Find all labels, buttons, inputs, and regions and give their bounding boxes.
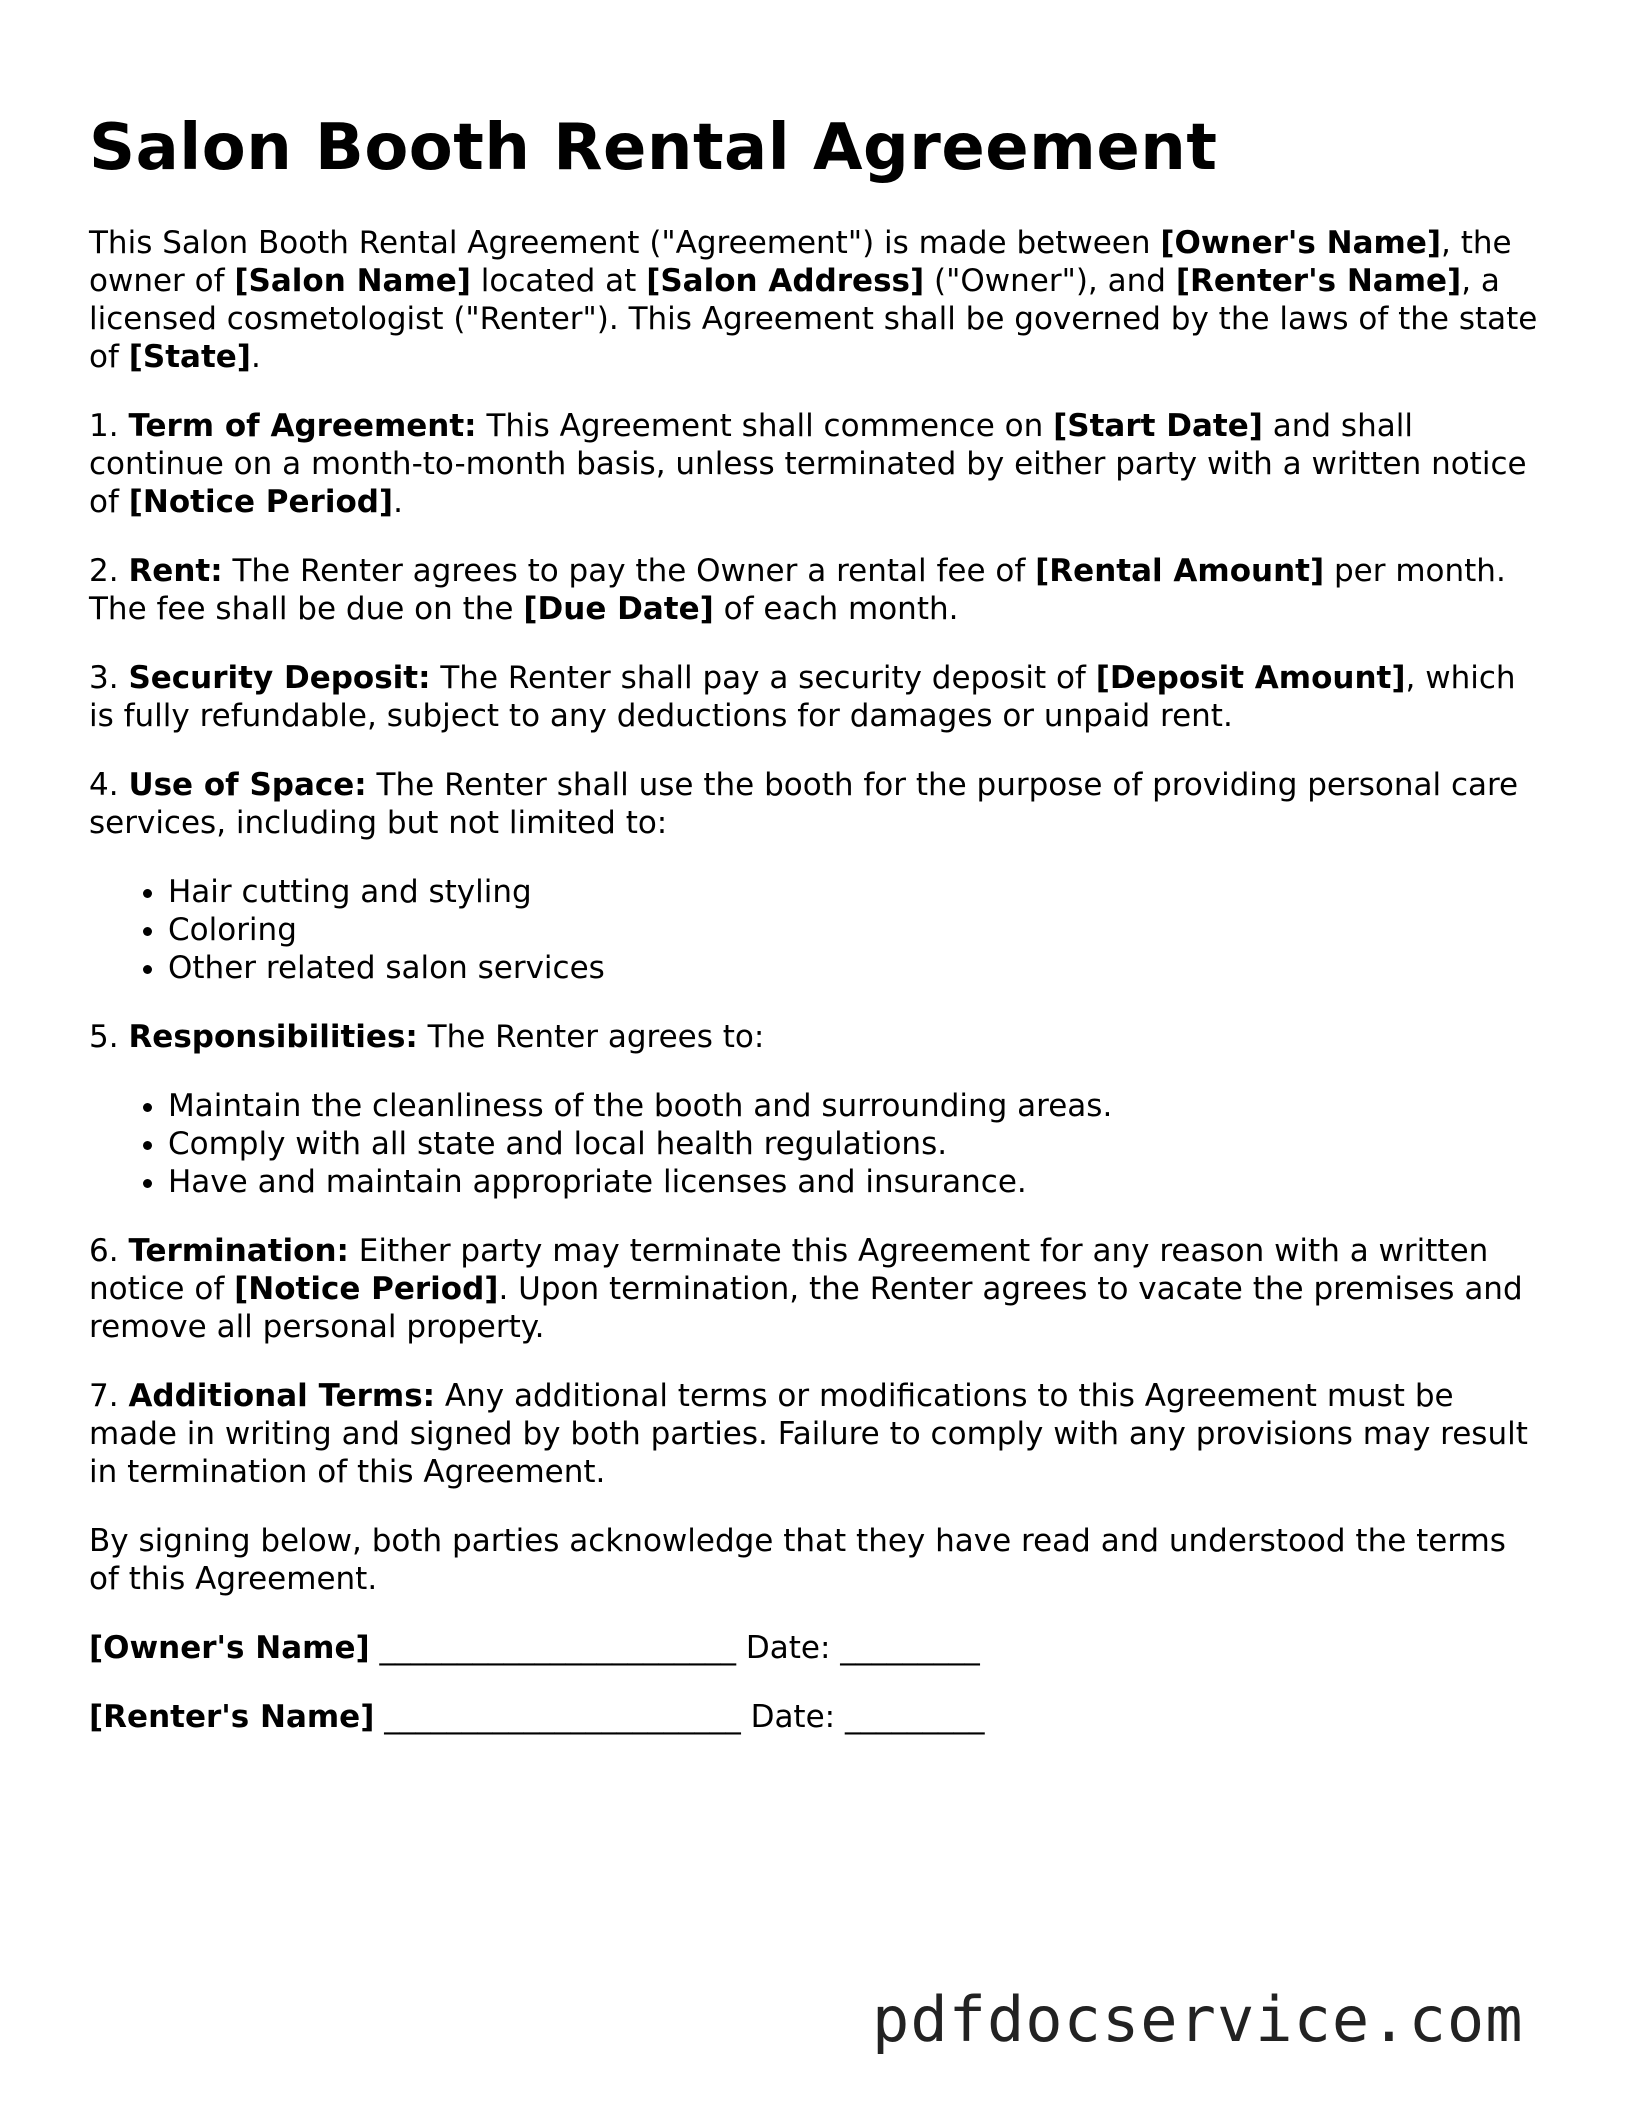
section-text: This Agreement shall commence on bbox=[476, 408, 1054, 444]
section-text: The Renter shall pay a security deposit of bbox=[430, 660, 1096, 696]
section-text: of each month. bbox=[713, 591, 959, 627]
section-text: Either party may terminate this Agreement for any reason with a written notice of bbox=[89, 1233, 1489, 1307]
section-use bbox=[89, 766, 1539, 842]
closing-paragraph: By signing below, both parties acknowledge that they have read and understood the terms of this Agreement. bbox=[89, 1523, 1506, 1597]
section-term bbox=[89, 407, 1539, 521]
section-number: 7. bbox=[89, 1378, 129, 1414]
section-additional bbox=[89, 1377, 1539, 1491]
list-item: • Comply with all state and local health regulations. bbox=[168, 1125, 1539, 1163]
section-responsibilities bbox=[89, 1018, 1539, 1056]
section-number: 1. bbox=[89, 408, 129, 444]
section-heading: Rent: bbox=[128, 553, 223, 589]
deposit-amount-placeholder: [Deposit Amount] bbox=[1095, 660, 1406, 696]
notice-period-placeholder: [Notice Period] bbox=[128, 484, 394, 520]
owner-name-placeholder: [Owner's Name] bbox=[1160, 225, 1442, 261]
document-page bbox=[89, 108, 1539, 1767]
owner-signature-label: [Owner's Name] bbox=[89, 1630, 370, 1666]
owner-signature-line bbox=[89, 1629, 1539, 1667]
intro-paragraph bbox=[89, 224, 1539, 376]
intro-text: , the owner of bbox=[89, 225, 1512, 299]
section-heading: Security Deposit: bbox=[128, 660, 431, 696]
section-deposit bbox=[89, 659, 1539, 735]
section-number: 2. bbox=[89, 553, 129, 589]
rental-amount-placeholder: [Rental Amount] bbox=[1035, 553, 1325, 589]
section-text: per month. The fee shall be due on the bbox=[89, 553, 1506, 627]
section-heading: Use of Space: bbox=[128, 767, 367, 803]
section-heading: Term of Agreement: bbox=[128, 408, 477, 444]
section-text: Any additional terms or modifications to this Agreement must be made in writing and signed by both parties. Failure to comply with any provisions may result in termination of this Agreement. bbox=[89, 1378, 1528, 1490]
intro-text: located at bbox=[470, 263, 647, 299]
renter-signature-line bbox=[89, 1698, 1539, 1736]
section-number: 6. bbox=[89, 1233, 129, 1269]
list-item: • Hair cutting and styling bbox=[168, 873, 1539, 911]
salon-address-placeholder: [Salon Address] bbox=[646, 263, 925, 299]
intro-text: . bbox=[250, 339, 261, 375]
section-text: The Renter agrees to: bbox=[417, 1019, 765, 1055]
intro-text: This Salon Booth Rental Agreement ("Agreement") is made between bbox=[89, 225, 1161, 261]
start-date-placeholder: [Start Date] bbox=[1053, 408, 1263, 444]
watermark-text: pdfdocservice.com bbox=[872, 1983, 1524, 2056]
notice-period-placeholder: [Notice Period] bbox=[234, 1271, 499, 1307]
owner-signature-blank: _______________________ Date: _________ bbox=[369, 1630, 980, 1666]
use-services-list bbox=[89, 873, 1539, 987]
renter-signature-label: [Renter's Name] bbox=[89, 1699, 375, 1735]
due-date-placeholder: [Due Date] bbox=[523, 591, 714, 627]
renter-name-placeholder: [Renter's Name] bbox=[1175, 263, 1462, 299]
section-text: The Renter shall use the booth for the purpose of providing personal care services, including but not limited to: bbox=[89, 767, 1519, 841]
section-heading: Responsibilities: bbox=[128, 1019, 418, 1055]
section-number: 4. bbox=[89, 767, 129, 803]
section-rent bbox=[89, 552, 1539, 628]
list-item: • Coloring bbox=[168, 911, 1539, 949]
responsibilities-list bbox=[89, 1087, 1539, 1201]
section-number: 3. bbox=[89, 660, 129, 696]
document-title: Salon Booth Rental Agreement bbox=[89, 111, 1218, 185]
section-heading: Termination: bbox=[128, 1233, 349, 1269]
intro-text: ("Owner"), and bbox=[924, 263, 1176, 299]
section-termination bbox=[89, 1232, 1539, 1346]
section-heading: Additional Terms: bbox=[128, 1378, 436, 1414]
section-number: 5. bbox=[89, 1019, 129, 1055]
list-item: • Have and maintain appropriate licenses and insurance. bbox=[168, 1163, 1539, 1201]
section-text: . bbox=[393, 484, 403, 520]
list-item: • Other related salon services bbox=[168, 949, 1539, 987]
renter-signature-blank: _______________________ Date: _________ bbox=[374, 1699, 985, 1735]
section-text: The Renter agrees to pay the Owner a rental fee of bbox=[222, 553, 1036, 589]
section-text: . Upon termination, the Renter agrees to vacate the premises and remove all personal property. bbox=[89, 1271, 1523, 1345]
salon-name-placeholder: [Salon Name] bbox=[234, 263, 471, 299]
intro-text: , a licensed cosmetologist ("Renter"). This Agreement shall be governed by the laws of the state of bbox=[89, 263, 1538, 375]
state-placeholder: [State] bbox=[128, 339, 251, 375]
list-item: • Maintain the cleanliness of the booth and surrounding areas. bbox=[168, 1087, 1539, 1125]
section-text: , which is fully refundable, subject to any deductions for damages or unpaid rent. bbox=[89, 660, 1516, 734]
section-text: and shall continue on a month-to-month basis, unless terminated by either party with a written notice of bbox=[89, 408, 1527, 520]
